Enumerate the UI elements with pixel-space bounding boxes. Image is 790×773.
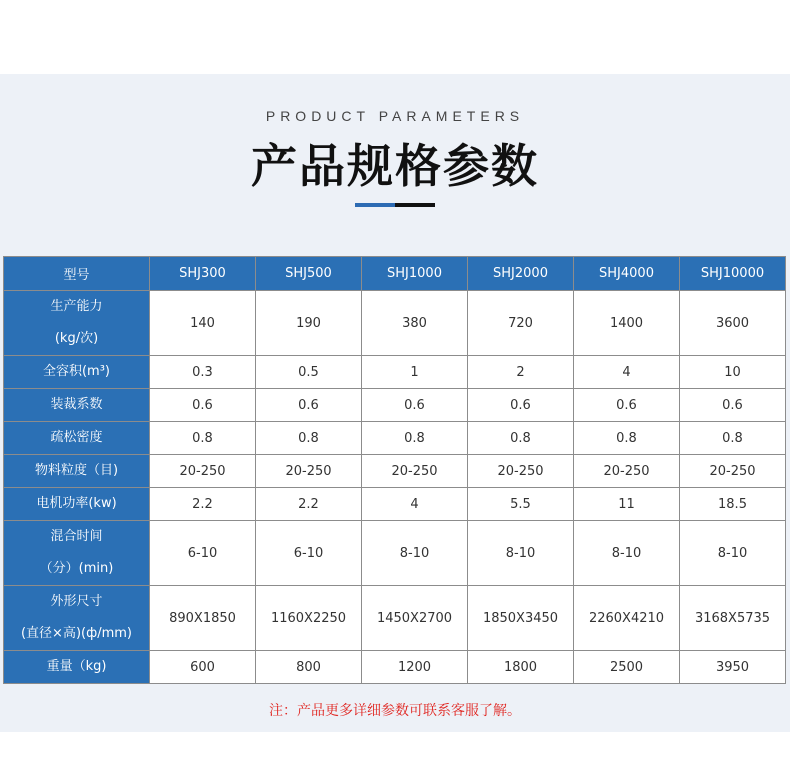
table-cell: 1450X2700 xyxy=(362,586,468,651)
divider-blue-segment xyxy=(355,203,395,207)
row-label-line: (直径×高)(ф/mm) xyxy=(20,626,132,641)
row-label-line: 疏松密度 xyxy=(50,430,103,445)
row-label xyxy=(4,356,150,389)
table-cell: 4 xyxy=(574,356,680,389)
table-cell: 20-250 xyxy=(362,455,468,488)
row-label xyxy=(4,521,150,586)
table-cell: 0.8 xyxy=(150,422,256,455)
row-label-line: (kg/次) xyxy=(54,331,99,346)
table-cell: 0.6 xyxy=(256,389,362,422)
table-cell: 0.3 xyxy=(150,356,256,389)
table-cell: 800 xyxy=(256,651,362,684)
table-cell: 1 xyxy=(362,356,468,389)
table-cell: 3950 xyxy=(680,651,786,684)
spec-table xyxy=(3,256,786,684)
row-label xyxy=(4,389,150,422)
table-cell: 8-10 xyxy=(680,521,786,586)
table-header-row xyxy=(4,257,786,291)
table-cell: 5.5 xyxy=(468,488,574,521)
table-cell: 20-250 xyxy=(574,455,680,488)
table-cell: 2 xyxy=(468,356,574,389)
row-label-line: 重量（kg) xyxy=(46,659,107,674)
title-divider xyxy=(355,203,435,207)
column-header: SHJ300 xyxy=(150,257,256,291)
table-cell: 6-10 xyxy=(150,521,256,586)
row-label-line: 生产能力 xyxy=(50,299,103,314)
table-cell: 2.2 xyxy=(256,488,362,521)
table-cell: 1800 xyxy=(468,651,574,684)
table-cell: 1400 xyxy=(574,291,680,356)
row-label-line: （分）(min) xyxy=(39,561,114,576)
table-cell: 10 xyxy=(680,356,786,389)
row-label-line: 全容积(m³) xyxy=(42,364,111,379)
table-cell: 0.8 xyxy=(256,422,362,455)
column-header: SHJ500 xyxy=(256,257,362,291)
table-row xyxy=(4,586,786,651)
row-label-line: 物料粒度（目) xyxy=(34,463,119,478)
column-header: SHJ1000 xyxy=(362,257,468,291)
table-row xyxy=(4,291,786,356)
row-label xyxy=(4,488,150,521)
row-label-line: 混合时间 xyxy=(50,529,103,544)
table-row xyxy=(4,422,786,455)
table-row xyxy=(4,455,786,488)
table-cell: 0.6 xyxy=(574,389,680,422)
table-cell: 0.8 xyxy=(468,422,574,455)
row-label-line: 电机功率(kw) xyxy=(36,496,117,511)
table-cell: 3600 xyxy=(680,291,786,356)
table-cell: 8-10 xyxy=(362,521,468,586)
row-label xyxy=(4,651,150,684)
table-cell: 2260X4210 xyxy=(574,586,680,651)
table-cell: 600 xyxy=(150,651,256,684)
table-row xyxy=(4,389,786,422)
table-cell: 6-10 xyxy=(256,521,362,586)
table-cell: 0.6 xyxy=(468,389,574,422)
table-row xyxy=(4,488,786,521)
table-cell: 890X1850 xyxy=(150,586,256,651)
table-cell: 1850X3450 xyxy=(468,586,574,651)
table-cell: 20-250 xyxy=(256,455,362,488)
table-cell: 380 xyxy=(362,291,468,356)
table-cell: 2.2 xyxy=(150,488,256,521)
column-header: 型号 xyxy=(4,257,150,291)
table-cell: 18.5 xyxy=(680,488,786,521)
column-header: SHJ10000 xyxy=(680,257,786,291)
table-cell: 0.6 xyxy=(150,389,256,422)
table-row xyxy=(4,356,786,389)
table-cell: 2500 xyxy=(574,651,680,684)
table-cell: 4 xyxy=(362,488,468,521)
table-row xyxy=(4,521,786,586)
table-cell: 11 xyxy=(574,488,680,521)
table-cell: 0.5 xyxy=(256,356,362,389)
table-cell: 3168X5735 xyxy=(680,586,786,651)
table-cell: 8-10 xyxy=(574,521,680,586)
divider-black-segment xyxy=(395,203,435,207)
contact-note: 注：产品更多详细参数可联系客服了解。 xyxy=(269,703,521,719)
row-label-line: 外形尺寸 xyxy=(50,594,103,609)
table-row xyxy=(4,651,786,684)
row-label xyxy=(4,455,150,488)
table-cell: 190 xyxy=(256,291,362,356)
table-cell: 0.8 xyxy=(574,422,680,455)
table-cell: 140 xyxy=(150,291,256,356)
table-cell: 1200 xyxy=(362,651,468,684)
table-cell: 20-250 xyxy=(680,455,786,488)
table-cell: 0.8 xyxy=(680,422,786,455)
table-cell: 720 xyxy=(468,291,574,356)
row-label xyxy=(4,291,150,356)
table-cell: 1160X2250 xyxy=(256,586,362,651)
section-subtitle: PRODUCT PARAMETERS xyxy=(265,108,525,124)
column-header: SHJ2000 xyxy=(468,257,574,291)
column-header: SHJ4000 xyxy=(574,257,680,291)
table-cell: 0.6 xyxy=(362,389,468,422)
table-cell: 20-250 xyxy=(150,455,256,488)
table-cell: 0.6 xyxy=(680,389,786,422)
row-label xyxy=(4,586,150,651)
row-label xyxy=(4,422,150,455)
table-cell: 0.8 xyxy=(362,422,468,455)
section-title: 产品规格参数 xyxy=(251,139,539,193)
table-cell: 8-10 xyxy=(468,521,574,586)
table-cell: 20-250 xyxy=(468,455,574,488)
row-label-line: 装裁系数 xyxy=(50,397,103,412)
